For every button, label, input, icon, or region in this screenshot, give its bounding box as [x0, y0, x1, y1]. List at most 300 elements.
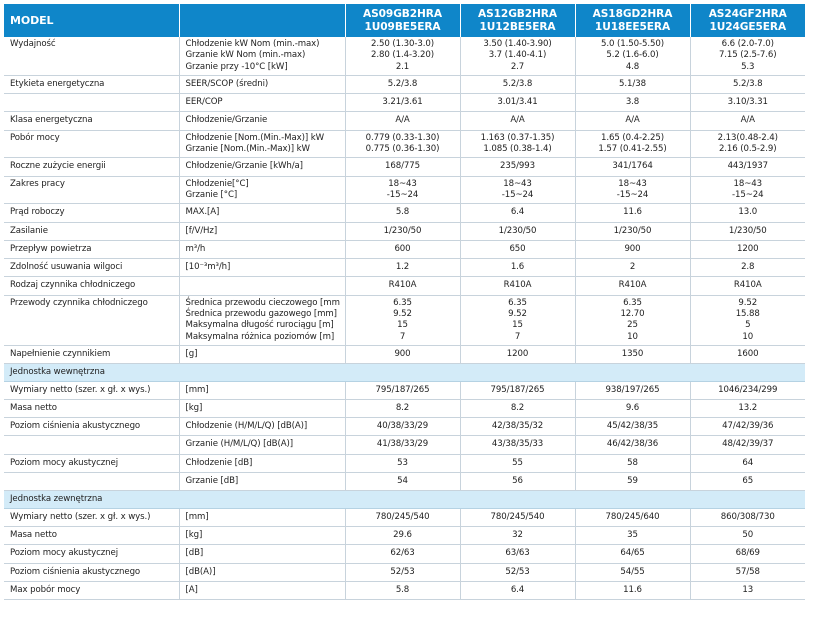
- value-cell: [690, 158, 805, 176]
- unit-line: [dB]: [185, 548, 204, 559]
- value-line: 6.4: [510, 584, 525, 595]
- unit-cell: [179, 94, 345, 112]
- value-line: 4.8: [625, 61, 640, 72]
- param-name: Zasilanie: [4, 222, 179, 240]
- value-cell: [690, 345, 805, 363]
- value-line: 18~43: [733, 178, 763, 189]
- spec-row: [4, 399, 805, 417]
- param-name: Poziom mocy akustycznej: [4, 454, 179, 472]
- value-line: 64: [742, 457, 754, 468]
- value-cell: [460, 94, 575, 112]
- unit-cell: [179, 418, 345, 436]
- value-line: 1/230/50: [728, 225, 767, 236]
- value-line: 5.2 (1.6-6.0): [606, 50, 659, 61]
- value-line: 1200: [737, 243, 759, 254]
- param-name: Poziom ciśnienia akustycznego: [4, 563, 179, 581]
- unit-cell: [179, 545, 345, 563]
- value-cell: [345, 418, 460, 436]
- value-cell: [575, 112, 690, 130]
- unit-line: Średnica przewodu gazowego [mm]: [185, 309, 337, 320]
- value-cell: [460, 345, 575, 363]
- value-line: 3.7 (1.40-4.1): [488, 50, 547, 61]
- value-line: 7: [514, 331, 521, 342]
- value-line: 2.7: [510, 61, 525, 72]
- value-cell: [345, 436, 460, 454]
- spec-row: [4, 37, 805, 75]
- value-cell: [460, 176, 575, 204]
- spec-table: [4, 4, 805, 600]
- value-cell: [690, 436, 805, 454]
- spec-row: [4, 508, 805, 526]
- value-cell: [345, 94, 460, 112]
- value-cell: [690, 418, 805, 436]
- value-line: 59: [627, 476, 638, 487]
- unit-line: Chłodzenie[°C]: [185, 178, 249, 189]
- model-header: [575, 4, 690, 37]
- value-cell: [575, 581, 690, 599]
- model-name: AS12GB2HRA: [478, 7, 557, 20]
- value-line: 5.8: [395, 207, 410, 218]
- value-line: 5.8: [395, 584, 410, 595]
- model-name: AS24GF2HRA: [708, 7, 787, 20]
- value-cell: [460, 508, 575, 526]
- unit-cell: [179, 563, 345, 581]
- value-cell: [690, 454, 805, 472]
- value-line: 3.01/3.41: [497, 97, 538, 108]
- spec-row: [4, 240, 805, 258]
- value-line: 0.779 (0.33-1.30): [365, 132, 440, 143]
- value-line: A/A: [625, 115, 640, 126]
- spec-body: [4, 37, 805, 600]
- unit-line: [kg]: [185, 529, 203, 540]
- value-line: A/A: [395, 115, 410, 126]
- value-cell: [345, 381, 460, 399]
- value-cell: [575, 418, 690, 436]
- value-line: 2.50 (1.30-3.0): [371, 39, 434, 49]
- value-cell: [690, 473, 805, 491]
- value-cell: [345, 345, 460, 363]
- spec-row: [4, 94, 805, 112]
- spec-row: [4, 130, 805, 158]
- value-cell: [690, 295, 805, 345]
- section-title: Jednostka wewnętrzna: [4, 364, 805, 381]
- value-cell: [345, 454, 460, 472]
- unit-cell: [179, 259, 345, 277]
- value-line: 32: [512, 529, 523, 540]
- param-name: Wymiary netto (szer. x gł. x wys.): [4, 381, 179, 399]
- value-cell: [345, 581, 460, 599]
- param-name: Poziom ciśnienia akustycznego: [4, 418, 179, 436]
- value-line: 6.35: [623, 297, 642, 308]
- param-name: Wymiary netto (szer. x gł. x wys.): [4, 508, 179, 526]
- unit-line: Średnica przewodu cieczowego [mm: [185, 297, 340, 308]
- unit-cell: [179, 240, 345, 258]
- param-name: Roczne zużycie energii: [4, 158, 179, 176]
- value-line: 13.2: [738, 402, 758, 413]
- unit-line: Chłodzenie/Grzanie [kWh/a]: [185, 161, 303, 172]
- value-line: 795/187/265: [375, 384, 430, 395]
- value-line: 341/1764: [612, 161, 653, 172]
- header-spacer: [179, 4, 345, 37]
- unit-cell: [179, 526, 345, 544]
- value-cell: [575, 399, 690, 417]
- value-line: 2.16 (0.5-2.9): [718, 144, 777, 155]
- value-line: 63/63: [505, 548, 530, 559]
- value-line: 5.3: [741, 61, 755, 72]
- value-cell: [460, 222, 575, 240]
- value-line: 15.88: [735, 309, 760, 320]
- value-line: 13: [742, 584, 754, 595]
- value-line: 3.10/3.31: [727, 97, 768, 108]
- value-line: 900: [624, 243, 641, 254]
- unit-line: Grzanie [Nom.(Min.-Max)] kW: [185, 144, 310, 155]
- value-cell: [575, 345, 690, 363]
- unit-line: [mm]: [185, 384, 209, 395]
- spec-row: [4, 473, 805, 491]
- value-cell: [690, 222, 805, 240]
- unit-line: Maksymalna długość rurociągu [m]: [185, 320, 334, 331]
- value-line: A/A: [510, 115, 525, 126]
- model-name: AS18GD2HRA: [592, 7, 673, 20]
- value-line: 3.21/3.61: [382, 97, 423, 108]
- spec-row: [4, 581, 805, 599]
- value-line: 55: [512, 457, 523, 468]
- param-name: Masa netto: [4, 399, 179, 417]
- value-line: 443/1937: [727, 161, 768, 172]
- value-line: 58: [627, 457, 638, 468]
- unit-line: [f/V/Hz]: [185, 225, 218, 236]
- value-cell: [345, 240, 460, 258]
- value-cell: [575, 526, 690, 544]
- value-cell: [575, 473, 690, 491]
- value-line: 6.4: [510, 207, 525, 218]
- value-line: 780/245/540: [375, 511, 430, 522]
- unit-line: [A]: [185, 584, 198, 595]
- value-line: 18~43: [503, 178, 532, 189]
- model-header: [460, 4, 575, 37]
- unit-line: Chłodzenie (H/M/L/Q) [dB(A)]: [185, 421, 308, 432]
- value-cell: [690, 545, 805, 563]
- value-cell: [575, 563, 690, 581]
- value-line: 1/230/50: [498, 225, 537, 236]
- value-line: 68/69: [735, 548, 760, 559]
- spec-row: [4, 563, 805, 581]
- value-line: 168/775: [384, 161, 420, 172]
- model-unit: 1U24GE5ERA: [709, 20, 787, 33]
- value-cell: [345, 526, 460, 544]
- value-line: 64/65: [620, 548, 645, 559]
- value-line: 43/38/35/33: [491, 439, 544, 450]
- value-line: 9.52: [508, 309, 527, 320]
- unit-line: Grzanie (H/M/L/Q) [dB(A)]: [185, 439, 294, 450]
- value-line: 5.0 (1.50-5.50): [601, 39, 664, 49]
- value-line: 1200: [506, 348, 529, 359]
- param-name: Klasa energetyczna: [4, 112, 179, 130]
- value-cell: [460, 37, 575, 75]
- value-line: 7: [399, 331, 406, 342]
- value-cell: [460, 295, 575, 345]
- header-row: [4, 4, 805, 37]
- spec-row: [4, 526, 805, 544]
- value-cell: [575, 508, 690, 526]
- spec-row: [4, 176, 805, 204]
- value-line: 2.13(0.48-2.4): [717, 132, 778, 143]
- spec-row: [4, 75, 805, 93]
- value-cell: [575, 94, 690, 112]
- value-cell: [690, 259, 805, 277]
- value-line: 11.6: [623, 584, 642, 595]
- value-line: 1.085 (0.38-1.4): [483, 144, 552, 155]
- value-cell: [690, 381, 805, 399]
- value-cell: [345, 176, 460, 204]
- value-line: 2.8: [741, 262, 755, 273]
- value-line: -15~24: [731, 189, 764, 200]
- unit-line: m³/h: [185, 243, 206, 254]
- value-cell: [345, 295, 460, 345]
- value-cell: [460, 418, 575, 436]
- section-header-row: [4, 364, 805, 381]
- value-line: 40/38/33/29: [376, 421, 429, 432]
- value-line: 6.35: [393, 297, 412, 308]
- value-line: 42/38/35/32: [491, 421, 544, 432]
- value-line: 0.775 (0.36-1.30): [365, 144, 440, 155]
- value-line: 1.57 (0.41-2.55): [598, 144, 667, 155]
- value-line: 795/187/265: [490, 384, 545, 395]
- value-line: 2: [629, 262, 636, 273]
- unit-line: Chłodzenie [Nom.(Min.-Max)] kW: [185, 132, 325, 143]
- value-cell: [575, 204, 690, 222]
- value-cell: [575, 277, 690, 295]
- value-line: 56: [512, 476, 523, 487]
- value-line: 10: [627, 331, 638, 342]
- param-name: Pobór mocy: [4, 130, 179, 158]
- spec-row: [4, 112, 805, 130]
- unit-line: [10⁻³m³/h]: [185, 262, 231, 273]
- value-cell: [690, 75, 805, 93]
- model-header: [345, 4, 460, 37]
- spec-row: [4, 418, 805, 436]
- value-cell: [460, 526, 575, 544]
- model-unit: 1U12BE5ERA: [479, 20, 556, 33]
- value-cell: [575, 259, 690, 277]
- value-line: 8.2: [510, 402, 525, 413]
- value-line: 41/38/33/29: [376, 439, 429, 450]
- value-cell: [690, 277, 805, 295]
- value-cell: [460, 130, 575, 158]
- value-cell: [345, 277, 460, 295]
- value-line: 5.1/38: [619, 78, 646, 89]
- value-line: 780/245/540: [490, 511, 545, 522]
- unit-cell: [179, 158, 345, 176]
- value-cell: [460, 454, 575, 472]
- value-cell: [690, 526, 805, 544]
- value-cell: [460, 259, 575, 277]
- value-line: 45/42/38/35: [606, 421, 659, 432]
- value-cell: [690, 112, 805, 130]
- value-cell: [345, 75, 460, 93]
- unit-line: Maksymalna różnica poziomów [m]: [185, 331, 335, 342]
- value-line: 5.2/3.8: [387, 78, 418, 89]
- value-cell: [460, 240, 575, 258]
- value-line: 6.35: [508, 297, 527, 308]
- value-cell: [460, 158, 575, 176]
- value-line: 938/197/265: [605, 384, 660, 395]
- value-line: 25: [627, 320, 638, 331]
- spec-row: [4, 222, 805, 240]
- unit-cell: [179, 222, 345, 240]
- value-line: 780/245/640: [605, 511, 660, 522]
- value-cell: [690, 204, 805, 222]
- value-line: 9.52: [738, 297, 758, 308]
- value-line: 65: [742, 476, 754, 487]
- value-cell: [345, 545, 460, 563]
- value-cell: [460, 436, 575, 454]
- value-line: 1600: [737, 348, 759, 359]
- value-cell: [345, 259, 460, 277]
- value-line: 5.2/3.8: [732, 78, 763, 89]
- value-line: 1350: [621, 348, 644, 359]
- value-cell: [575, 37, 690, 75]
- value-line: 9.6: [625, 402, 640, 413]
- value-line: 54: [397, 476, 408, 487]
- unit-cell: [179, 473, 345, 491]
- model-label: MODEL: [4, 4, 179, 37]
- spec-row: [4, 204, 805, 222]
- value-cell: [690, 130, 805, 158]
- spec-row: [4, 345, 805, 363]
- spec-row: [4, 277, 805, 295]
- unit-cell: [179, 277, 345, 295]
- value-cell: [460, 204, 575, 222]
- param-name: Zdolność usuwania wilgoci: [4, 259, 179, 277]
- value-line: 52/53: [390, 566, 415, 577]
- value-cell: [345, 37, 460, 75]
- param-name: Prąd roboczy: [4, 204, 179, 222]
- value-line: 10: [742, 331, 754, 342]
- unit-line: Grzanie [°C]: [185, 189, 238, 200]
- unit-cell: [179, 508, 345, 526]
- value-cell: [575, 176, 690, 204]
- unit-line: EER/COP: [185, 97, 223, 108]
- model-unit: 1U18EE5ERA: [594, 20, 671, 33]
- value-cell: [345, 508, 460, 526]
- value-cell: [575, 130, 690, 158]
- unit-line: Grzanie kW Nom (min.-max): [185, 50, 306, 61]
- value-line: A/A: [740, 115, 755, 126]
- value-cell: [575, 222, 690, 240]
- value-cell: [460, 381, 575, 399]
- value-line: 11.6: [623, 207, 642, 218]
- unit-cell: [179, 399, 345, 417]
- value-cell: [575, 436, 690, 454]
- value-line: R410A: [733, 280, 762, 291]
- value-line: 46/42/38/36: [606, 439, 659, 450]
- value-cell: [575, 158, 690, 176]
- param-name: Przepływ powietrza: [4, 240, 179, 258]
- section-header-row: [4, 491, 805, 508]
- value-cell: [690, 399, 805, 417]
- value-line: 7.15 (2.5-7.6): [718, 50, 777, 61]
- param-name: Max pobór mocy: [4, 581, 179, 599]
- model-name: AS09GB2HRA: [363, 7, 442, 20]
- spec-row: [4, 454, 805, 472]
- value-cell: [460, 277, 575, 295]
- spec-row: [4, 381, 805, 399]
- value-line: 18~43: [388, 178, 417, 189]
- unit-cell: [179, 436, 345, 454]
- value-cell: [690, 508, 805, 526]
- value-line: 6.6 (2.0-7.0): [721, 39, 774, 49]
- value-line: 53: [397, 457, 408, 468]
- value-cell: [690, 37, 805, 75]
- value-line: 650: [509, 243, 526, 254]
- unit-cell: [179, 204, 345, 222]
- value-line: 8.2: [395, 402, 410, 413]
- unit-cell: [179, 130, 345, 158]
- value-cell: [460, 75, 575, 93]
- value-cell: [345, 563, 460, 581]
- value-cell: [460, 399, 575, 417]
- unit-line: Chłodzenie/Grzanie: [185, 115, 268, 126]
- value-line: 1/230/50: [383, 225, 422, 236]
- model-header: [690, 4, 805, 37]
- value-cell: [690, 94, 805, 112]
- value-line: 600: [394, 243, 411, 254]
- value-cell: [460, 581, 575, 599]
- value-line: 3.50 (1.40-3.90): [483, 39, 552, 49]
- unit-cell: [179, 454, 345, 472]
- unit-cell: [179, 295, 345, 345]
- value-line: 29.6: [393, 529, 412, 540]
- value-cell: [575, 545, 690, 563]
- param-name: Przewody czynnika chłodniczego: [4, 295, 179, 345]
- param-name: Rodzaj czynnika chłodniczego: [4, 277, 179, 295]
- value-line: 15: [512, 320, 523, 331]
- unit-line: MAX.[A]: [185, 207, 220, 218]
- value-line: 5.2/3.8: [502, 78, 533, 89]
- unit-line: Chłodzenie kW Nom (min.-max): [185, 39, 320, 49]
- unit-line: [g]: [185, 348, 198, 359]
- value-line: 13.0: [738, 207, 758, 218]
- value-cell: [345, 204, 460, 222]
- value-line: 57/58: [735, 566, 760, 577]
- value-cell: [690, 581, 805, 599]
- value-line: 5: [745, 320, 751, 331]
- spec-row: [4, 259, 805, 277]
- value-cell: [690, 176, 805, 204]
- value-line: 3.8: [625, 97, 640, 108]
- value-line: 35: [627, 529, 638, 540]
- unit-cell: [179, 381, 345, 399]
- unit-cell: [179, 75, 345, 93]
- param-name: Wydajność: [4, 37, 179, 75]
- value-cell: [575, 240, 690, 258]
- unit-cell: [179, 176, 345, 204]
- value-line: -15~24: [616, 189, 649, 200]
- param-name: Napełnienie czynnikiem: [4, 345, 179, 363]
- value-line: 50: [742, 529, 754, 540]
- value-cell: [690, 240, 805, 258]
- value-line: 52/53: [505, 566, 530, 577]
- value-line: 2.80 (1.4-3.20): [371, 50, 434, 61]
- value-line: 1046/234/299: [718, 384, 778, 395]
- section-title: Jednostka zewnętrzna: [4, 491, 805, 508]
- value-cell: [345, 399, 460, 417]
- value-line: 235/993: [499, 161, 535, 172]
- unit-line: SEER/SCOP (średni): [185, 78, 269, 89]
- unit-line: Chłodzenie [dB]: [185, 457, 253, 468]
- value-cell: [575, 381, 690, 399]
